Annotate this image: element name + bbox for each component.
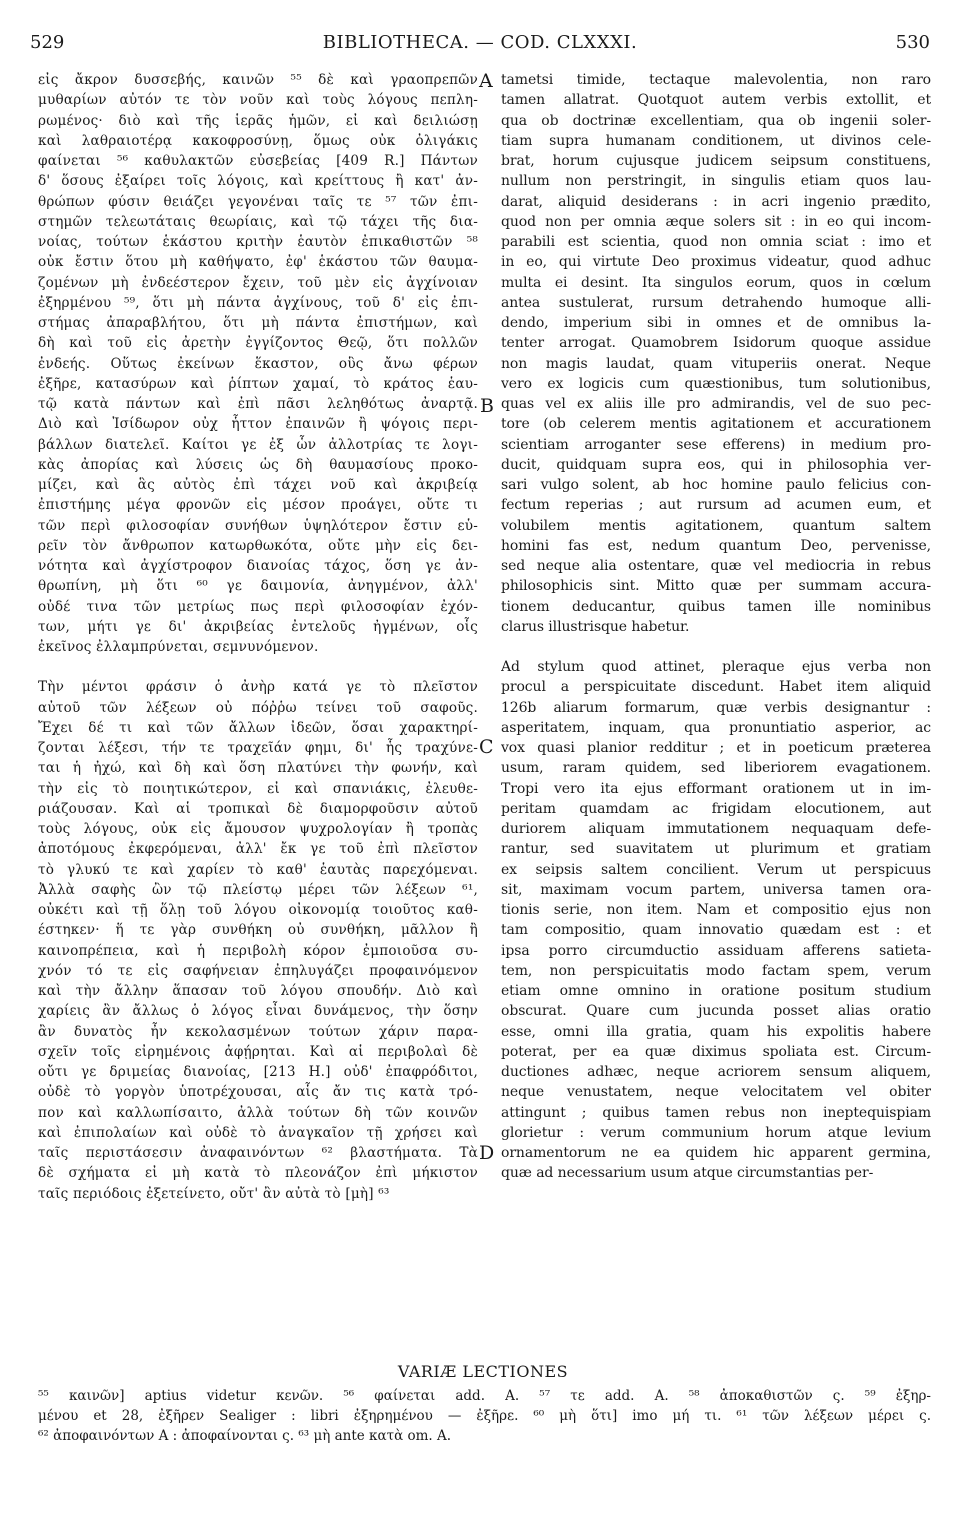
variae-lectiones-notes bbox=[38, 1386, 931, 1446]
greek-text-line: ταῖς περιόδοις ἐξετείνετο, οὔτ' ἂν αὐτὰ τὸ [μὴ] ⁶³ bbox=[38, 1185, 390, 1202]
greek-text-line: στημῶν τελεωτάταις θεωρίαις, καὶ τῷ τάχει τῆς δια- bbox=[38, 213, 478, 230]
greek-text-line: οὔτι γε δριμείας διανοίας, [213 H.] οὐδ' ἐπαφρόδιτοι, bbox=[38, 1064, 478, 1080]
latin-text-line: parabili est scientia, quod non omnia sciat : imo et bbox=[501, 234, 931, 250]
greek-text-line: οὐκέτι καὶ τῇ ὅλῃ τοῦ λόγου οἰκονομίᾳ τοιοῦτος καθ- bbox=[38, 902, 478, 918]
greek-text-line: βάλλων διατελεῖ. Καίτοι γε ἐξ ὧν ἀλλοτρίας τε λογι- bbox=[38, 436, 478, 453]
latin-text-line: sari vulgo solent, ab hoc homine paulo felicius con- bbox=[501, 477, 931, 493]
variant-note-line: ⁶² ἀποφαινόντων A : ἀποφαίνονται ς. ⁶³ μὴ ante κατὰ om. A. bbox=[38, 1428, 452, 1444]
latin-text-line: esse, omni illa gratia, quam his expolitis habere bbox=[501, 1023, 931, 1040]
greek-text-line: ται ἡ ἠχώ, καὶ δὴ καὶ ὅση πλατύνει τὴν φωνήν, καὶ bbox=[38, 760, 478, 777]
greek-text-line: φαίνεται ⁵⁶ καθυλακτῶν εὐσεβείας [409 R.] Πάντων bbox=[38, 153, 478, 169]
latin-text-line: dendo, imperium sibi in omnes et de omnibus la- bbox=[501, 315, 931, 331]
latin-text-line: tionem deducantur, quibus tamen ille nominibus bbox=[501, 598, 931, 615]
latin-text-line: 126b aliarum formarum, quæ verbis designantur : bbox=[501, 699, 931, 716]
latin-text-line: brat, horum cujusque judicem seipsum constituens, bbox=[501, 153, 931, 169]
greek-text-line: θρώπων φύσιν θειάζει γεγονέναι ταῖς τε ⁵⁷ τῶν ἐπι- bbox=[38, 193, 478, 210]
greek-text-line: τὴν εἰς τὸ ποιητικώτερον, εἰ καὶ σπανιάκις, ἐλευθε- bbox=[38, 780, 478, 797]
latin-text-line: vero ex logicis cum quæstionibus, tum solutionibus, bbox=[501, 375, 931, 392]
greek-text-line: οὐδέ τινα τῶν μετρίως πως περὶ φιλοσοφίαν ἐχόν- bbox=[38, 598, 478, 615]
latin-text-line: procul a perspicuitate discedunt. Habet item aliquid bbox=[501, 679, 931, 696]
latin-text-line: usum, raram quidem, sed liberiorem evagationem. bbox=[501, 760, 931, 777]
margin-marker-c: C bbox=[479, 736, 494, 758]
greek-text-line: τῷ κατὰ πάντων καὶ ἐπὶ πᾶσι λεληθότως ἀναρτᾷ. bbox=[38, 396, 478, 412]
latin-text-line: tiam supra humanam conditionem, ut divinos cele- bbox=[501, 132, 931, 149]
greek-text-line: τὸ γλυκύ τε καὶ χαρίεν τὸ καθ' ἑαυτὰς παρεχόμεναι. bbox=[38, 861, 478, 878]
latin-text-line: peritam quamdam ac frigidam elocutionem, aut bbox=[501, 800, 931, 817]
greek-text-line: των, μήτι γε δι' ἀκριβείας ἐντελοῦς ἠγμένων, οἷς bbox=[38, 618, 478, 635]
greek-text-line: ἀποτόμους ἐκφερόμεναι, ἀλλ' ἔκ γε τοῦ ἐπὶ πλεῖστον bbox=[38, 841, 478, 858]
greek-text-line: ἐκεῖνος ἐλλαμπρύνεται, σεμνυνόμενον. bbox=[38, 639, 319, 655]
variant-note-line: ⁵⁵ καινῶν] aptius videtur κενῶν. ⁵⁶ φαίνεται add. A. ⁵⁷ τε add. A. ⁵⁸ ἀποκαθιστῶν ς. ⁵⁹ ἐξηρ- bbox=[38, 1388, 931, 1404]
latin-text-line: tametsi timide, tectaque malevolentia, non raro bbox=[501, 72, 931, 88]
latin-text-line: Ad stylum quod attinet, pleraque ejus verba non bbox=[501, 659, 931, 675]
greek-text-line: Ἔχει δέ τι καὶ τῶν ἄλλων ἰδεῶν, ὅσαι χαρακτηρί- bbox=[38, 719, 478, 736]
latin-text-line: philosophicis sint. Mitto quæ per summam accura- bbox=[501, 578, 931, 595]
latin-text-line: obscurat. Quare cum jucunda posset alias oratio bbox=[501, 1003, 931, 1020]
greek-text-line: ἐξῆρε, κατασύρων καὶ ῥίπτων χαμαί, τὸ κράτος ἑαυ- bbox=[38, 375, 478, 392]
greek-text-line: οὐκ ἔστιν ὅτου μὴ καθήψατο, ἐφ' ἑκάστου τῶν θαυμα- bbox=[38, 254, 478, 271]
paragraph-gap bbox=[501, 637, 931, 657]
right-page-number: 530 bbox=[895, 32, 930, 53]
latin-text-line: ornamentorum ne ea quidem hic apparent germina, bbox=[501, 1145, 931, 1161]
greek-text-line: κὰς ἀπορίας καὶ λύσεις ὡς δὴ θαυμασίους προκο- bbox=[38, 456, 478, 473]
latin-text-line: quæ ad necessarium usum atque circumstantias per- bbox=[501, 1165, 874, 1182]
greek-text-line: θρωπίνη, μὴ ὅτι ⁶⁰ γε δαιμονία, ἀνηγμένον, ἀλλ' bbox=[38, 578, 478, 595]
latin-text-line: attingunt ; quibus tamen rebus non ineptequispiam bbox=[501, 1104, 931, 1121]
latin-text-line: etiam omne omnino in oratione positum studium bbox=[501, 983, 931, 999]
latin-text-line: ipsa porro circumductio assiduam afferens satieta- bbox=[501, 942, 931, 959]
greek-text-line: καὶ ἐπιπολαίων καὶ οὐδὲ τὸ ἀναγκαῖον τῇ χρήσει καὶ bbox=[38, 1124, 478, 1141]
greek-text-line: πον καὶ καλλωπίσαιτο, ἀλλὰ τούτων δὴ τῶν κοινῶν bbox=[38, 1104, 478, 1121]
latin-text-line: clarus illustrisque habetur. bbox=[501, 618, 690, 635]
greek-text-line: χνόν τό τε εἰς σαφήνειαν ἐπηλυγάζει προφαινόμενον bbox=[38, 962, 478, 979]
margin-marker-b: B bbox=[480, 395, 494, 417]
variae-lectiones-heading: VARIÆ LECTIONES bbox=[397, 1362, 569, 1381]
latin-text-line: fectum reperias ; aut rursum ad acumen eum, et bbox=[501, 497, 931, 514]
variant-note-line: μένου et 28, ἐξῆρεν Sealiger : libri ἐξηρημένου — ἐξῆρε. ⁶⁰ μὴ ὅτι] imo μή τι. ⁶¹ τῶν λέξεων μέρει ς. bbox=[38, 1408, 931, 1424]
greek-text-line: αὐτοῦ τῶν λέξεων οὐ πόῤῥω τείνει τοῦ σαφοῦς. bbox=[38, 699, 478, 716]
latin-text-line: glorietur : verum communium horum atque levium bbox=[501, 1124, 931, 1141]
latin-text-line: ductiones adhæc, neque acriorem sensum aliquem, bbox=[501, 1064, 931, 1080]
latin-text-line: tenter arrogat. Quamobrem Isidorum quoque assidue bbox=[501, 335, 931, 352]
latin-text-line: poterat, per ea quæ diximus spoliata est. Circum- bbox=[501, 1043, 931, 1060]
latin-text-line: sit, maximam vocum partem, universa tamen ora- bbox=[501, 881, 931, 898]
greek-text-line: στήμας ἀπαραβλήτου, ὅτι μὴ πάντα ἐπιστήμων, καὶ bbox=[38, 315, 478, 331]
latin-text-line: duriorem aliquam immutationem nequaquam defe- bbox=[501, 821, 931, 837]
paragraph-gap bbox=[38, 657, 478, 677]
latin-text-line: tam compositio, quam innovatio quædam est : et bbox=[501, 922, 931, 939]
greek-text-line: ζονται λέξεσι, τήν τε τραχεῖάν φημι, δι' ἧς τραχύνε- bbox=[38, 740, 478, 756]
latin-text-line: volubilem mentis agitationem, quantum saltem bbox=[501, 517, 931, 534]
latin-text-line: multa ei desint. Ita singulos eorum, quos in cœlum bbox=[501, 274, 931, 291]
greek-text-line: καινοπρέπεια, καὶ ἡ περιβολὴ κόρον ἐμποιοῦσα συ- bbox=[38, 942, 478, 959]
greek-text-line: ζομένων μὴ ἐνδεέστερον ἔχειν, τοῦ μὲν εἰς ἀγχίνοιαν bbox=[38, 274, 478, 291]
latin-text-line: vox quasi planior redditur ; et in poeticum præterea bbox=[501, 740, 931, 756]
greek-text-line: δὲ σχήματα εἰ μὴ κατὰ τὸ πλεονάζον ἐπὶ μήκιστον bbox=[38, 1165, 478, 1182]
greek-text-line: Ἀλλὰ σαφὴς ὢν τῷ πλείστῳ μέρει τῶν λέξεων ⁶¹, bbox=[38, 881, 478, 898]
latin-text-line: antea sustulerat, rursum detrahendo humoque alli- bbox=[501, 294, 931, 311]
greek-text-line: μίζει, καὶ ἃς αὐτὸς ἐπὶ τάχει νοῦ καὶ ἀκριβείᾳ bbox=[38, 477, 478, 493]
latin-text-line: nullum non perstringit, in singulis etiam quos lau- bbox=[501, 173, 931, 190]
latin-text-line: rantur, sed suavitatem ut plurimum et gratiam bbox=[501, 841, 931, 858]
greek-text-line: ἐπιστήμης μέγα φρονῶν εἰς μέσον προάγει, οὔτε τι bbox=[38, 497, 478, 514]
greek-text-line: τοὺς λόγους, οὐκ εἰς ἄμουσον ψυχρολογίαν ἢ τροπὰς bbox=[38, 821, 478, 837]
greek-text-line: έστηκεν· ἥ τε γὰρ συνθήκη οὐ συνθήκη, μᾶλλον ἢ bbox=[38, 922, 478, 939]
page-header bbox=[30, 32, 930, 56]
greek-text-line: ταῖς περιστάσεσιν ἀναφαινόντων ⁶² βλαστήματα. Τὰ bbox=[38, 1145, 478, 1161]
latin-text-line: qua ob doctrinæ excellentiam, qua ob ingenii soler- bbox=[501, 112, 931, 129]
greek-text-line: ρωμένος· διὸ καὶ τῆς ἱερᾶς ἡμῶν, εἰ καὶ δειλιώσῃ bbox=[38, 112, 478, 129]
greek-text-line: Τὴν μέντοι φράσιν ὁ ἀνὴρ κατά γε τὸ πλεῖστον bbox=[38, 679, 478, 696]
latin-text-line: sed neque alia ostentare, quæ vel mediocria in rebus bbox=[501, 558, 931, 574]
latin-text-line: Tropi vero ita ejus efformant orationem ut in im- bbox=[501, 780, 931, 797]
greek-text-line: Διὸ καὶ Ἰσίδωρον οὐχ ἧττον ἐπαινῶν ἢ ψόγοις περι- bbox=[38, 416, 478, 433]
margin-marker-a: A bbox=[479, 70, 493, 92]
latin-text-line: neque venustatem, neque velocitatem vel obiter bbox=[501, 1084, 931, 1101]
left-page-number: 529 bbox=[30, 32, 65, 53]
running-title: BIBLIOTHECA. — COD. CLXXXI. bbox=[322, 32, 638, 53]
greek-text-line: δ' ὅσους ἐξαίρει τοῖς λόγοις, καὶ κρείττους ἢ κατ' ἀν- bbox=[38, 173, 478, 190]
greek-text-line: νότητα καὶ ἀγχίστροφον διανοίας τάχος, ὅση γε ἀν- bbox=[38, 558, 478, 574]
latin-text-line: tamen allatrat. Quotquot autem verbis extollit, et bbox=[501, 92, 931, 109]
latin-text-line: tem, non perspicuitatis modo factam spem, verum bbox=[501, 962, 931, 979]
greek-text-line: ἂν δυνατὸς ἦν κεκολασμένων τούτων χάριν παρα- bbox=[38, 1023, 478, 1040]
latin-text-line: in eo, qui virtute Deo proximus videatur, quod adhuc bbox=[501, 254, 931, 271]
greek-text-line: ἐξηρμένου ⁵⁹, ὅτι μὴ πάντα ἀγχίνους, τοῦ δ' εἰς ἐπι- bbox=[38, 294, 478, 311]
greek-text-line: νοίας, τούτων ἑκάστου κριτὴν ἑαυτὸν ἐπικαθιστῶν ⁵⁸ bbox=[38, 234, 478, 250]
margin-marker-d: D bbox=[479, 1142, 495, 1164]
greek-text-line: τῶν περὶ φιλοσοφίαν συνήθων ὑψηλότερον ἔστιν εὑ- bbox=[38, 517, 478, 534]
greek-text-line: εἰς ἄκρον δυσσεβής, καινῶν ⁵⁵ δὲ καὶ γραοπρεπῶν bbox=[38, 72, 478, 88]
latin-text-line: tionis serie, non item. Nam et compositio ejus non bbox=[501, 902, 931, 918]
greek-text-line: καὶ τὴν ἄλλην ἅπασαν τοῦ λόγου σπουδήν. Διὸ καὶ bbox=[38, 983, 478, 999]
latin-translation-column bbox=[501, 70, 931, 1184]
greek-text-column bbox=[38, 70, 478, 1204]
latin-text-line: homini fas est, nedum quantum Deo, pervenisse, bbox=[501, 537, 931, 554]
greek-text-line: χαρίεις ἂν ἄλλως ὁ λόγος εἶναι δυνάμενος, τὴν ὅσην bbox=[38, 1003, 478, 1020]
latin-text-line: tore (ob celerem mentis agitationem et accurationem bbox=[501, 416, 931, 433]
greek-text-line: ἐνδεής. Οὕτως ἐκείνων ἕκαστον, οὓς ἄνω φέρων bbox=[38, 355, 478, 372]
greek-text-line: καὶ λαθραιοτέρᾳ κακοφροσύνῃ, ὅμως οὐκ ὀλιγάκις bbox=[38, 132, 478, 149]
latin-text-line: scientiam arroganter sese efferens) in medium pro- bbox=[501, 436, 931, 453]
greek-text-line: ρεῖν τὸν ἄνθρωπον κατωρθωκότα, οὔτε μὴν εἰς δει- bbox=[38, 537, 478, 554]
greek-text-line: σχεῖν τοῖς εἰρημένοις ἀφῄρηται. Καὶ αἱ περιβολαὶ δὲ bbox=[38, 1043, 478, 1060]
latin-text-line: darat, aliquid desiderans : in acri ingenio prædito, bbox=[501, 193, 931, 210]
greek-text-line: ριάζουσαν. Καὶ αἱ τροπικαὶ δὲ διαμορφοῦσιν αὐτοῦ bbox=[38, 800, 478, 817]
greek-text-line: δὴ καὶ τοῦ εἰς ἀρετὴν ἐγγίζοντος Θεῷ, ὅτι πολλῶν bbox=[38, 335, 478, 352]
latin-text-line: quod non per omnia æque solers sit : in eo qui incom- bbox=[501, 213, 931, 230]
latin-text-line: asperitatem, inquam, qua pronuntiatio asperior, ac bbox=[501, 719, 931, 736]
latin-text-line: ex seipsis saltem concilient. Verum ut perspicuus bbox=[501, 861, 931, 878]
greek-text-line: μυθαρίων αὐτόν τε τὸν νοῦν καὶ τοὺς λόγους πεπλη- bbox=[38, 92, 478, 109]
greek-text-line: οὐδὲ τὸ γοργὸν ὑποτρέχουσαι, αἷς ἄν τις κατὰ τρό- bbox=[38, 1084, 478, 1101]
latin-text-line: ducit, quidquam supra eos, qui in philosophia ver- bbox=[501, 456, 931, 473]
latin-text-line: non magis laudat, quam vituperiis onerat. Neque bbox=[501, 355, 931, 372]
latin-text-line: quas vel ex aliis ille pro admirandis, vel de suo pec- bbox=[501, 396, 931, 412]
